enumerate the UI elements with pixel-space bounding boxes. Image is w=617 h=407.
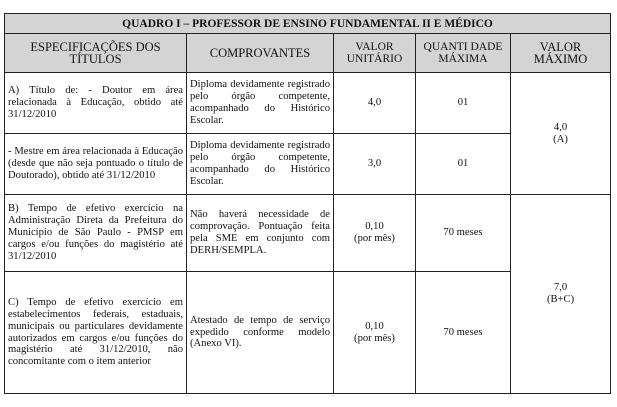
spec-cell: C) Tempo de efetivo exercício em estabelecimentos federais, estaduais, municipais ou particulares devidamente autorizados em cargos e/ou funções do magistério até 31/12/2010, não concomitante com o item anterior — [5, 272, 187, 394]
quantidade-cell: 70 meses — [416, 272, 511, 394]
valor-maximo-bc-sub: (B+C) — [546, 294, 575, 305]
document-page — [4, 13, 610, 394]
valor-maximo-a-cell — [511, 73, 611, 195]
valor-maximo-bc-value: 7,0 — [553, 282, 568, 294]
quantidade-cell: 01 — [416, 134, 511, 195]
valor-unitario-value: 0,10 — [365, 320, 384, 332]
quadro-table — [4, 13, 611, 394]
header-valor-maximo: VALOR MÁXIMO — [511, 34, 611, 73]
valor-unitario-cell — [334, 195, 416, 272]
table-row — [5, 73, 611, 134]
comprovante-cell: Diploma devidamente registrado pelo órgão competente, acompanhado do Histórico Escolar. — [187, 134, 334, 195]
spec-cell: A) Título de: - Doutor em área relacionada à Educação, obtido até 31/12/2010 — [5, 73, 187, 134]
valor-unitario-cell — [334, 272, 416, 394]
header-comprovantes: COMPROVANTES — [187, 34, 334, 73]
header-quantidade-maxima: QUANTI DADE MÁXIMA — [416, 34, 511, 73]
valor-unitario-cell — [334, 134, 416, 195]
header-especificacoes: ESPECIFICAÇÕES DOS TÍTULOS — [5, 34, 187, 73]
spec-cell: - Mestre em área relacionada à Educação (desde que não seja pontuado o título de Doutorado), obtido até 31/12/2010 — [5, 134, 187, 195]
header-row — [5, 34, 611, 73]
comprovante-cell: Não haverá necessidade de comprovação. Pontuação feita pela SME em conjunto com DERH/SEMPLA. — [187, 195, 334, 272]
comprovante-cell: Atestado de tempo de serviço expedido conforme modelo (Anexo VI). — [187, 272, 334, 394]
comprovante-cell: Diploma devidamente registrado pelo órgão competente, acompanhado do Histórico Escolar. — [187, 73, 334, 134]
valor-maximo-bc-cell — [511, 195, 611, 394]
quantidade-cell: 01 — [416, 73, 511, 134]
quantidade-cell: 70 meses — [416, 195, 511, 272]
valor-unitario-sub: (por mês) — [354, 332, 395, 344]
valor-maximo-a-value: 4,0 — [553, 121, 568, 133]
spec-cell: B) Tempo de efetivo exercício na Administração Direta da Prefeitura do Município de São Paulo - PMSP em cargos e/ou funções do magistério até 31/12/2010 — [5, 195, 187, 272]
header-valor-unitario: VALOR UNITÁRIO — [334, 34, 416, 73]
valor-unitario-sub: (por mês) — [354, 233, 395, 244]
valor-unitario-value: 4,0 — [367, 97, 382, 109]
valor-maximo-a-sub: (A) — [553, 133, 568, 145]
table-row — [5, 195, 611, 272]
table-title: QUADRO I – PROFESSOR DE ENSINO FUNDAMENTAL II E MÉDICO — [5, 14, 611, 34]
valor-unitario-value: 3,0 — [367, 158, 382, 170]
valor-unitario-value: 0,10 — [365, 221, 384, 233]
valor-unitario-cell — [334, 73, 416, 134]
